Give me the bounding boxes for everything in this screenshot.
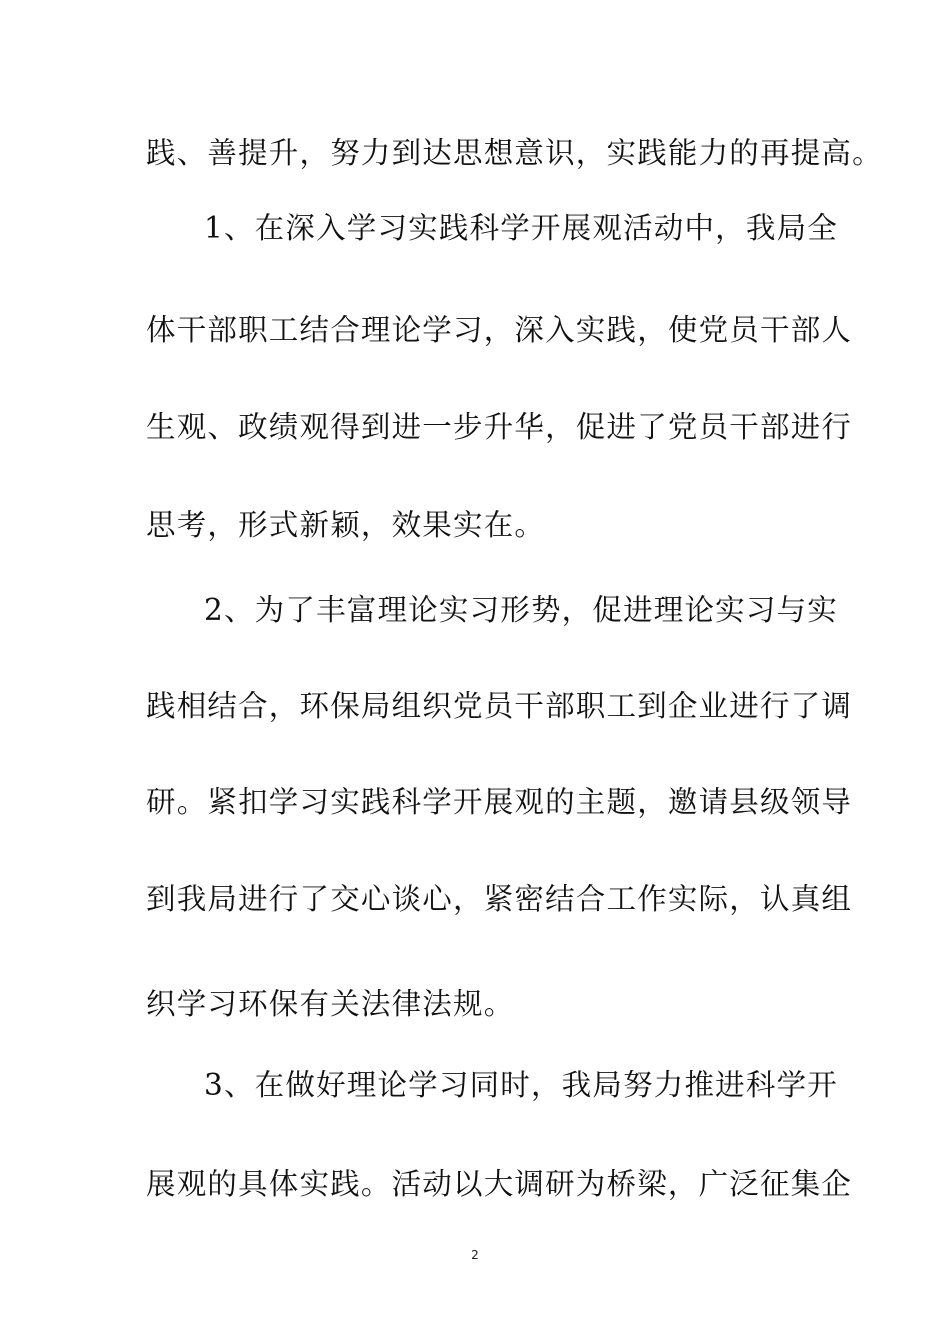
- paragraph-2-line-1: 2、为了丰富理论实习形势，促进理论实习与实: [204, 593, 838, 627]
- paragraph-2-line-5: 织学习环保有关法律法规。: [146, 987, 515, 1021]
- text-line-1: 践、善提升，努力到达思想意识，实践能力的再提高。: [146, 136, 883, 170]
- page-number: 2: [471, 1248, 479, 1262]
- paragraph-2-line-2: 践相结合，环保局组织党员干部职工到企业进行了调: [146, 689, 853, 723]
- paragraph-1-line-4: 思考，形式新颖，效果实在。: [146, 508, 546, 542]
- paragraph-2-line-3: 研。紧扣学习实践科学开展观的主题，邀请县级领导: [146, 785, 853, 819]
- paragraph-3-line-1: 3、在做好理论学习同时，我局努力推进科学开: [204, 1068, 838, 1102]
- paragraph-2-line-4: 到我局进行了交心谈心，紧密结合工作实际，认真组: [146, 882, 853, 916]
- paragraph-1-line-1: 1、在深入学习实践科学开展观活动中，我局全: [204, 211, 838, 245]
- paragraph-3-line-2: 展观的具体实践。活动以大调研为桥梁，广泛征集企: [146, 1167, 853, 1201]
- paragraph-1-line-2: 体干部职工结合理论学习，深入实践，使党员干部人: [146, 313, 853, 347]
- paragraph-1-line-3: 生观、政绩观得到进一步升华，促进了党员干部进行: [146, 410, 853, 444]
